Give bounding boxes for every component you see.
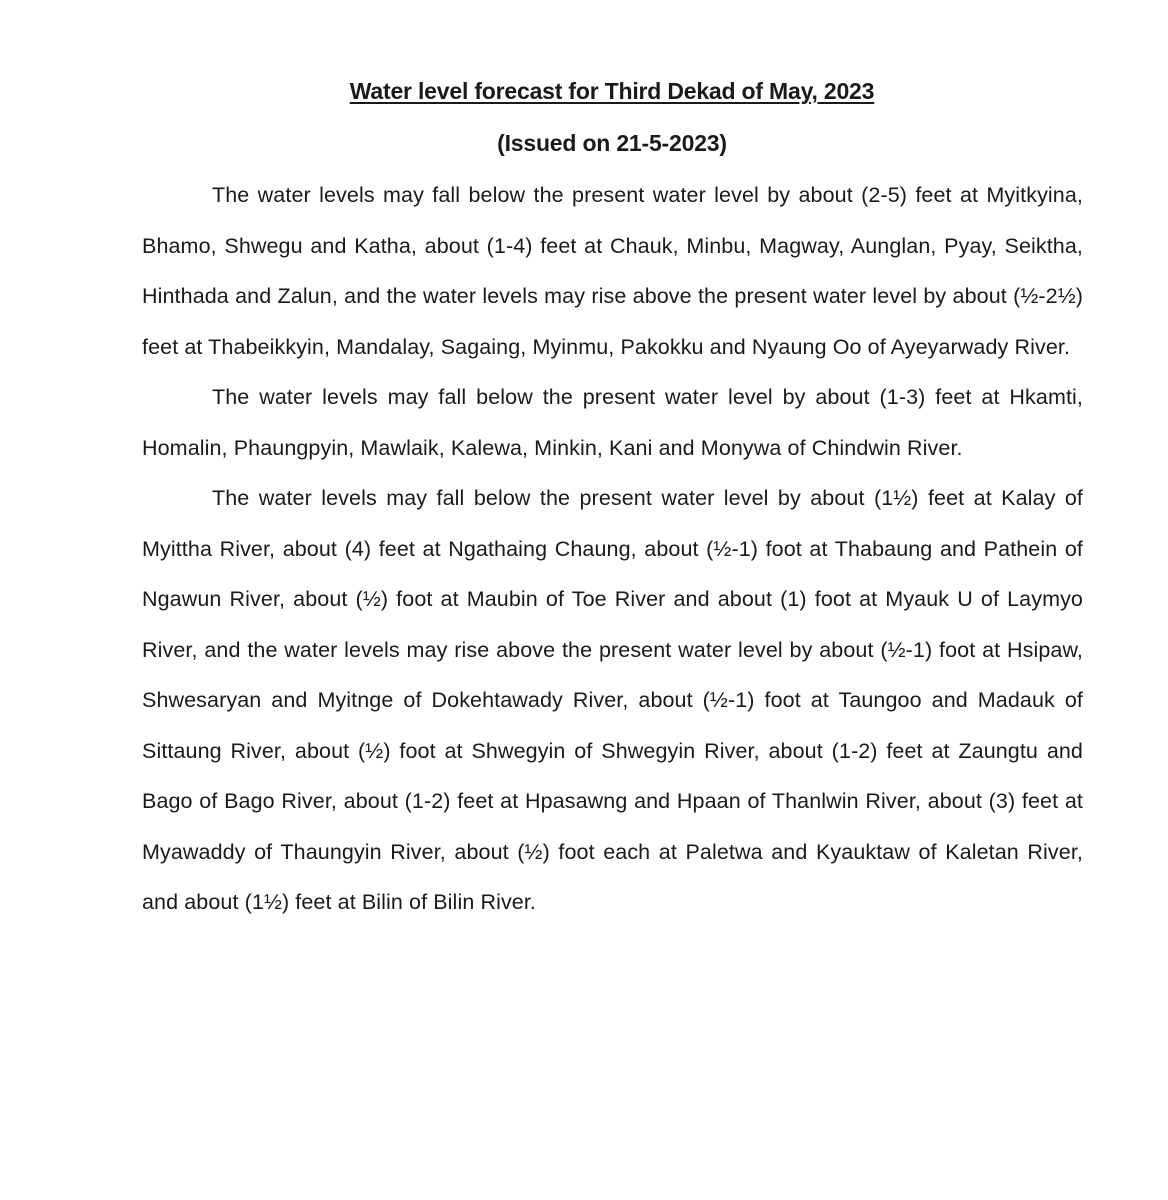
paragraph-other-rivers: The water levels may fall below the present water level by about (1½) feet at Kalay of Myittha River, about (4) feet at Ngathaing Chaung, about (½-1) foot at Thabaung and Pathein of Ngawun River, about (½) foot at Maubin of Toe River and about (1) foot at Myauk U of Laymyo River, and the water levels may rise above the present water level by about (½-1) foot at Hsipaw, Shwesaryan and Myitnge of Dokehtawady River, about (½-1) foot at Taungoo and Madauk of Sittaung River, about (½) foot at Shwegyin of Shwegyin River, about (1-2) feet at Zaungtu and Bago of Bago River, about (1-2) feet at Hpasawng and Hpaan of Thanlwin River, about (3) feet at Myawaddy of Thaungyin River, about (½) foot each at Paletwa and Kyauktaw of Kaletan River, and about (1½) feet at Bilin of Bilin River. — [142, 486, 1083, 914]
paragraph-ayeyarwady: The water levels may fall below the present water level by about (2-5) feet at Myitkyina, Bhamo, Shwegu and Katha, about (1-4) feet at Chauk, Minbu, Magway, Aunglan, Pyay, Seiktha, Hinthada and Zalun, and the water levels may rise above the present water level by about (½-2½) feet at Thabeikkyin, Mandalay, Sagaing, Myinmu, Pakokku and Nyaung Oo of Ayeyarwady River. — [142, 183, 1083, 359]
issued-date: (Issued on 21-5-2023) — [497, 130, 727, 156]
document-title: Water level forecast for Third Dekad of May, 2023 — [349, 78, 875, 104]
document-body — [142, 170, 1083, 928]
paragraph-chindwin: The water levels may fall below the present water level by about (1-3) feet at Hkamti, Homalin, Phaungpyin, Mawlaik, Kalewa, Minkin, Kani and Monywa of Chindwin River. — [142, 385, 1083, 460]
